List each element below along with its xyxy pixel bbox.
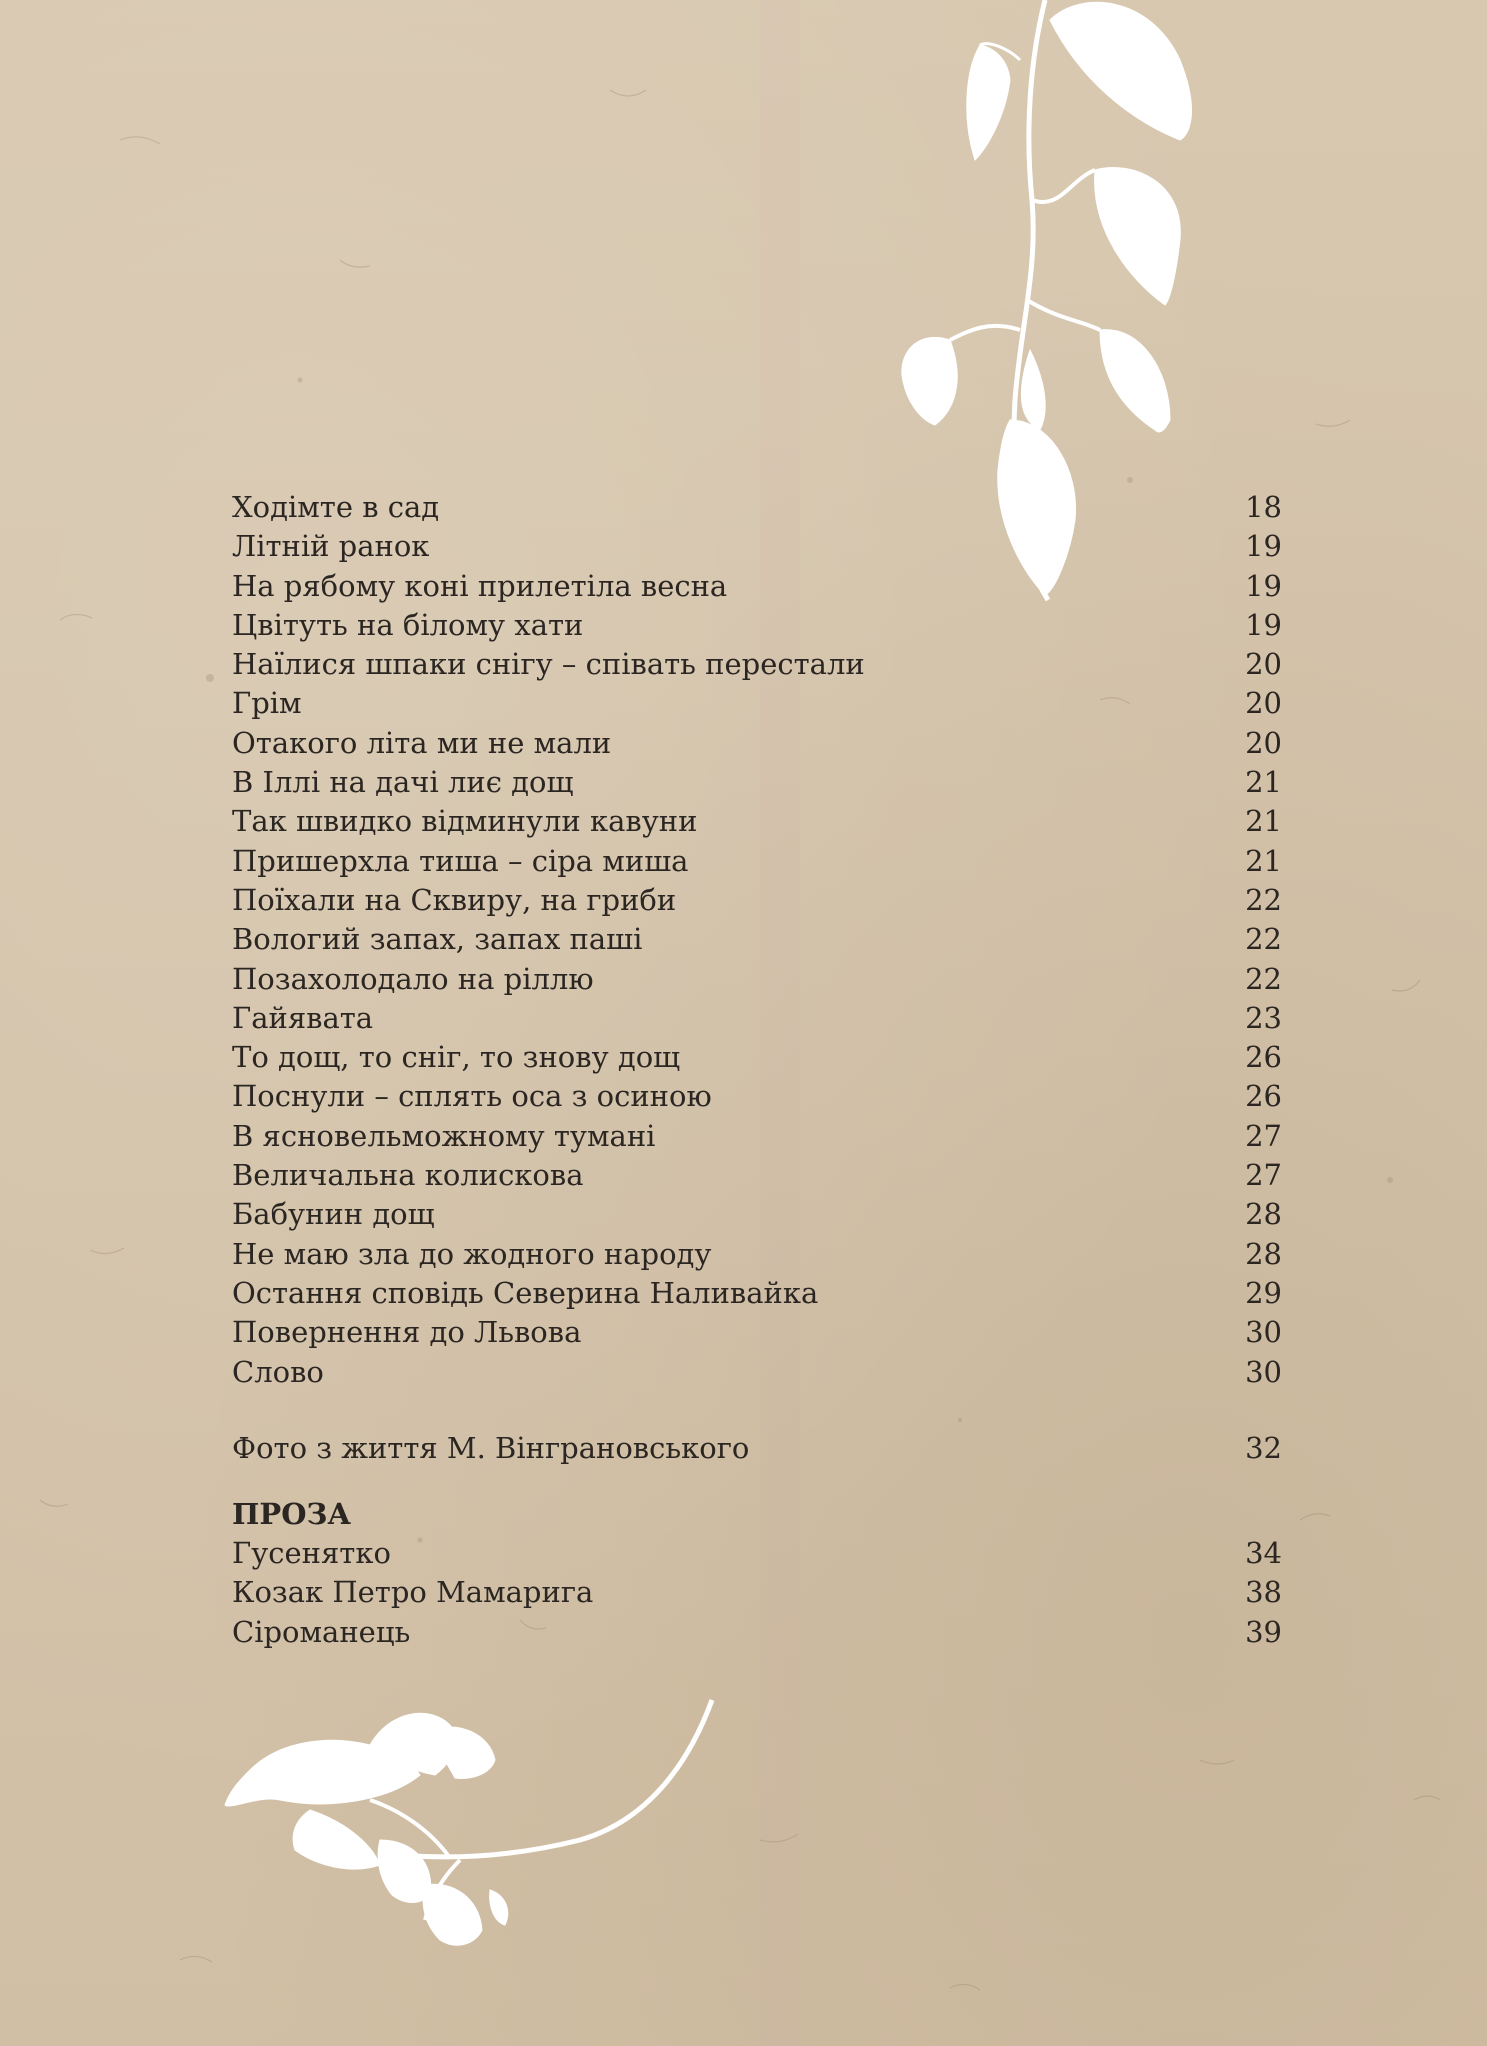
leaf-branch-bottom-icon xyxy=(220,1690,740,1950)
toc-entry-title: Сіроманець xyxy=(232,1614,411,1649)
toc-entry-page: 20 xyxy=(1245,686,1282,721)
toc-entry xyxy=(232,488,1282,527)
toc-entry-page: 19 xyxy=(1245,607,1282,642)
toc-entry xyxy=(232,527,1282,566)
toc-entry xyxy=(232,842,1282,881)
toc-entry-title: Слово xyxy=(232,1354,324,1389)
toc-entry-title: Поїхали на Сквиру, на гриби xyxy=(232,882,677,917)
toc-entry-title: На рябому коні прилетіла весна xyxy=(232,568,728,603)
toc-entry-page: 22 xyxy=(1245,961,1282,996)
section-gap xyxy=(232,1468,1282,1494)
toc-entry xyxy=(232,1077,1282,1116)
toc-entry xyxy=(232,1038,1282,1077)
toc-entry-page: 39 xyxy=(1245,1614,1282,1649)
toc-entry-page: 26 xyxy=(1245,1079,1282,1114)
toc-entry-title: Позахолодало на ріллю xyxy=(232,961,594,996)
toc-entry-title: Отакого літа ми не мали xyxy=(232,725,612,760)
toc-entry-title: Остання сповідь Северина Наливайка xyxy=(232,1275,819,1310)
toc-entry-title: Фото з життя М. Вінграновського xyxy=(232,1430,750,1465)
toc-entry xyxy=(232,684,1282,723)
toc-entry xyxy=(232,1235,1282,1274)
toc-entry-photos xyxy=(232,1429,1282,1468)
toc-entry-title: Наїлися шпаки снігу – співать перестали xyxy=(232,647,865,682)
toc-entry-page: 22 xyxy=(1245,922,1282,957)
toc-entry-title: В ясновельможному тумані xyxy=(232,1118,656,1153)
toc-entry-page: 18 xyxy=(1245,490,1282,524)
toc-entry xyxy=(232,1534,1282,1573)
toc-entry-page: 30 xyxy=(1245,1354,1282,1389)
toc-entry xyxy=(232,763,1282,802)
toc-entry-page: 34 xyxy=(1245,1536,1282,1571)
toc-entry xyxy=(232,881,1282,920)
toc-entry-title: Величальна колискова xyxy=(232,1158,584,1193)
toc-entry xyxy=(232,1313,1282,1352)
toc-entry-page: 38 xyxy=(1245,1575,1282,1610)
toc-entry-page: 27 xyxy=(1245,1118,1282,1153)
toc-entry-title: Грім xyxy=(232,686,302,721)
toc-entry-page: 21 xyxy=(1245,804,1282,839)
toc-entry-page: 23 xyxy=(1245,1000,1282,1035)
toc-entry-title: Ходімте в сад xyxy=(232,490,440,524)
toc-entry-page: 27 xyxy=(1245,1158,1282,1193)
toc-entry-page: 29 xyxy=(1245,1275,1282,1310)
toc-entry xyxy=(232,1117,1282,1156)
toc-entry-title: Цвітуть на білому хати xyxy=(232,607,584,642)
toc-entry-title: Гусенятко xyxy=(232,1536,391,1571)
table-of-contents xyxy=(232,488,1282,1652)
toc-entry xyxy=(232,920,1282,959)
toc-entry xyxy=(232,567,1282,606)
toc-entry-title: Повернення до Львова xyxy=(232,1315,582,1350)
toc-entry-page: 19 xyxy=(1245,568,1282,603)
toc-entry-page: 20 xyxy=(1245,725,1282,760)
toc-entry-page: 20 xyxy=(1245,647,1282,682)
toc-entry xyxy=(232,999,1282,1038)
toc-entry-page: 26 xyxy=(1245,1040,1282,1075)
toc-entry xyxy=(232,724,1282,763)
toc-entry-page: 22 xyxy=(1245,882,1282,917)
toc-entry xyxy=(232,802,1282,841)
toc-entry xyxy=(232,1274,1282,1313)
toc-prose-list xyxy=(232,1534,1282,1652)
toc-entry-title: То дощ, то сніг, то знову дощ xyxy=(232,1040,681,1075)
toc-entry-page: 21 xyxy=(1245,765,1282,800)
toc-entry xyxy=(232,960,1282,999)
toc-entry-page: 21 xyxy=(1245,843,1282,878)
toc-entry-page: 32 xyxy=(1245,1430,1282,1465)
toc-entry xyxy=(232,1613,1282,1652)
toc-entry-page: 28 xyxy=(1245,1236,1282,1271)
toc-entry-title: Пришерхла тиша – сіра миша xyxy=(232,843,689,878)
toc-entry-page: 19 xyxy=(1245,529,1282,564)
toc-entry-title: Вологий запах, запах паші xyxy=(232,922,643,957)
toc-entry-title: Гайявата xyxy=(232,1000,374,1035)
toc-entry-title: Поснули – сплять оса з осиною xyxy=(232,1079,712,1114)
toc-entry-page: 28 xyxy=(1245,1197,1282,1232)
toc-main-list xyxy=(232,488,1282,1392)
section-heading-prose: ПРОЗА xyxy=(232,1497,351,1532)
toc-entry xyxy=(232,645,1282,684)
toc-entry-title: Літній ранок xyxy=(232,529,430,564)
toc-entry xyxy=(232,1573,1282,1612)
toc-entry xyxy=(232,1353,1282,1392)
toc-entry-title: Козак Петро Мамарига xyxy=(232,1575,594,1610)
toc-entry xyxy=(232,606,1282,645)
toc-entry xyxy=(232,1156,1282,1195)
toc-entry-title: Так швидко відминули кавуни xyxy=(232,804,698,839)
toc-entry-title: Не маю зла до жодного народу xyxy=(232,1236,712,1271)
toc-entry-title: Бабунин дощ xyxy=(232,1197,435,1232)
toc-entry xyxy=(232,1195,1282,1234)
toc-entry-title: В Іллі на дачі лиє дощ xyxy=(232,765,574,800)
section-gap xyxy=(232,1392,1282,1429)
toc-entry-page: 30 xyxy=(1245,1315,1282,1350)
